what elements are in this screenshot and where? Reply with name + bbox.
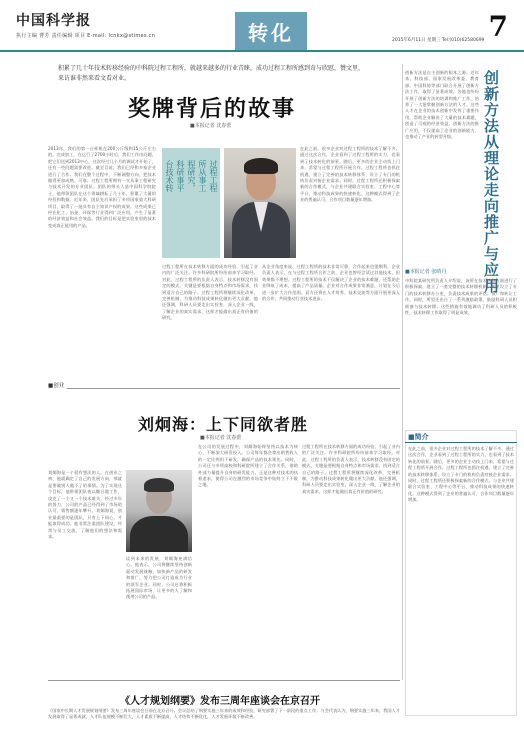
page-number: 7: [488, 10, 508, 43]
section-tab: 转化: [235, 12, 307, 50]
right-feature-byline: ■本报记者 张晴丹: [405, 269, 447, 275]
article-column-3: 过程工程所在技术转移方面的成功经验，引起了业内的广泛关注。许多科研院所纷纷前来学习取经。对此，过程工程所的负责人表示，技术转移没有固定的模式，关键是要根据自身特点和市场需求，找到适合自己的路子。过程工程所将继续深化改革，完善机制，为推动科技成果转化做出更大贡献。他还强调，科研人员要走出实验室，深入企业一线，了解企业的真实需求，这样才能做出真正有价值的研究。: [162, 264, 258, 321]
right-feature-column-2: 中科院某研究所负责人介绍说，该所在技术转移方面进行了积极探索，建立了一套完整的技术转移机制。所里设立了专门的技术转移办公室，负责技术成果的评估、推广和转让工作。同时，所里还出台了一系列激励政策，鼓励科研人员积极参与技术转移。这些措施有效地调动了科研人员的积极性，技术转移工作取得了明显成效。: [405, 278, 517, 316]
section-label: ■创业: [48, 381, 67, 389]
pull-quote-line: 所从事工: [198, 160, 207, 192]
masthead: [0, 0, 524, 52]
sidebar-heading: ■简介: [408, 433, 429, 441]
second-article-byline: ■本报记者 沈春蕾: [200, 435, 242, 441]
pull-quote-line: 科研事平: [176, 160, 185, 192]
pull-quote-line: 程研究，: [187, 160, 196, 192]
right-feature-column-1: 创新方法是自主创新的根本之源。近年来，科技部、国家发展改革委、教育部、中国科协等部门联合开展了创新方法工作，取得了显著成效。各地也纷纷开展了创新方法的培训和推广工作，培养了一大批掌握创新方法的人才。这些人才在企业的技术创新中发挥了重要作用，帮助企业解决了大量的技术难题，创造了可观的经济效益。创新方法的推广应用，不仅提高了企业的创新能力，也推动了产业的转型升级。: [405, 70, 479, 140]
second-article-photo: [126, 470, 192, 552]
main-article-title: 奖牌背后的故事: [128, 96, 297, 122]
sidebar-text: 在此之前，很多企业对过程工程所的技术了解不多。通过这次合作，企业看到了过程工程所的实力，也看到了技术转化的前景。随后，更多的企业主动找上门来，希望与过程工程所开展合作。过程工程所也抓住机遇，建立了完善的技术转移体系，设立了专门的机构负责对接企业需求。同时，过程工程所还积极探索新的合作模式，与企业共建联合实验室、工程中心等平台，推动科技成果的快速转化。这种模式得到了企业的普遍认可，合作项目数量逐年增加。: [408, 446, 514, 503]
bottom-article-text: 《国家中长期人才发展规划纲要》发布三周年座谈会日前在北京召开。会议总结了纲要实施三年来的成效和经验，研究部署了下一阶段的重点工作。与会代表认为，纲要实施三年来，我国人才发展取得了显著成就，人才队伍规模不断壮大，人才素质不断提高，人才结构不断优化，人才发展环境不断改善。: [48, 708, 400, 720]
main-article-photo: [224, 148, 296, 258]
second-article-column-4: 过程工程所在技术转移方面的成功经验，引起了业内的广泛关注。许多科研院所纷纷前来学习取经。对此，过程工程所的负责人表示，技术转移没有固定的模式，关键是要根据自身特点和市场需求，找到适合自己的路子。过程工程所将继续深化改革，完善机制，为推动科技成果转化做出更大贡献。他还强调，科研人员要走出实验室，深入企业一线，了解企业的真实需求，这样才能做出真正有价值的研究。: [302, 444, 400, 494]
second-article-column-1: 刘炯海是一个很有想法的人。在创业之初，他就确定了自己的发展方向，那就是要做别人做不了的事情。为了实现这个目标，他带领团队夜以继日地工作，攻克了一个又一个技术难关。经过多年的努力，公司的产品已经得到了市场的认可，销售额逐年攀升。刘炯海说，创业最重要的是团队，只有上下同心，才能取得成功。他非常注重团队建设，经常与员工交流，了解他们的想法和需求。: [48, 470, 122, 540]
article-column-2: 在此之前，很多企业对过程工程所的技术了解不多。通过这次合作，企业看到了过程工程所的实力，也看到了技术转化的前景。随后，更多的企业主动找上门来，希望与过程工程所开展合作。过程工程所也抓住机遇，建立了完善的技术转移体系，设立了专门的机构负责对接企业需求。同时，过程工程所还积极探索新的合作模式，与企业共建联合实验室、工程中心等平台，推动科技成果的快速转化。这种模式得到了企业的普遍认可，合作项目数量逐年增加。: [300, 146, 400, 203]
article-intro: 积累了几十年技术转移经验的中科院过程工程所，就越来越多的行业青睐，成功过程工程所感到奇与欣慰，赞文里，来访谁非然来看文看对业。: [58, 65, 365, 82]
sidebar-rule: [405, 442, 517, 443]
newspaper-logo: 中国科学报: [16, 13, 91, 29]
article-column-1: 2013年，我们的第一台样机在200公斤级和15公斤左右的，完成加工，在运行了2700小时后，我们工作出问题，把它们送到2013中心，这次经过几个月的调试才开始了，还有一些问题需要改进。截至目前，我们已经和多家企业进行了合作。我们在整个过程中，不断调整方向，把技术做得更加成熟、可靠。过程工程所拥有一支从事工程研究与技术开发的专业团队。团队的带头人是中国科学院院士，他带领团队在这个领域耕耘了几十年，积累了大量的经验和数据。近年来，团队先后承担了多项国家重大科研项目，取得了一批具有自主知识产权的成果。这些成果已经在化工、冶金、环保等行业得到广泛应用，产生了显著的经济效益和社会效益。我们的目标是把实验室里的技术变成真正能用的产品。: [48, 146, 156, 228]
issue-info: 2015年6月11日 星期三 Tel:(010)62580699: [392, 38, 485, 43]
main-article-byline: ■本报记者 沈春蕾: [190, 123, 232, 129]
masthead-editors: 执行主编 曹芳 责任编辑 项目 E-mail: lcnkx@stimes.cn: [16, 33, 156, 39]
bottom-divider: [48, 680, 400, 681]
second-article-column-3: 在公司的发展过程中，刘炯海始终坚持以技术为核心，不断加大研发投入。公司每年都会拿出销售收入的一定比例用于研发，确保产品的技术领先。同时，公司还与多所高校和科研院所建立了合作关系，借助外部力量提升自身的研发能力。正是这种对技术的执着追求，使得公司在激烈的市场竞争中始终立于不败之地。: [198, 444, 298, 488]
second-article-column-2: 谈到未来的发展，刘炯海充满信心。他表示，公司将继续坚持创新驱动发展战略，加快新产品的研发和推广，努力把公司打造成为行业的领军企业。同时，公司还将积极拓展国际市场，让更多的人了解和使用公司的产品。: [126, 556, 192, 600]
article-column-4: 从企业角度来说，过程工程所的技术非常可靠，合作起来也很顺利。企业负责人表示，在与过程工程所合作之前，企业也曾经尝试过其他技术，但效果都不理想。过程工程所的技术不仅解决了企业的技术难题，还帮助企业降低了成本，提高了产品质量。企业对合作成果非常满意，计划在今后进一步扩大合作范围。双方还将在人才培养、技术交流等方面开展更深入的合作，共同推动行业技术进步。: [262, 264, 400, 302]
pull-quote-line: 过程工程: [209, 160, 218, 192]
column-divider: [402, 64, 403, 680]
bottom-article-title: 《人才规划纲要》发布三周年座谈会在京召开: [120, 696, 320, 707]
section-divider: [48, 388, 400, 389]
second-article-title: 刘炯海：上下同欲者胜: [138, 415, 309, 434]
right-feature-title: 创新方法从理论走向推广与应用: [482, 70, 500, 294]
pull-quote-line: 台技术转: [165, 160, 174, 192]
